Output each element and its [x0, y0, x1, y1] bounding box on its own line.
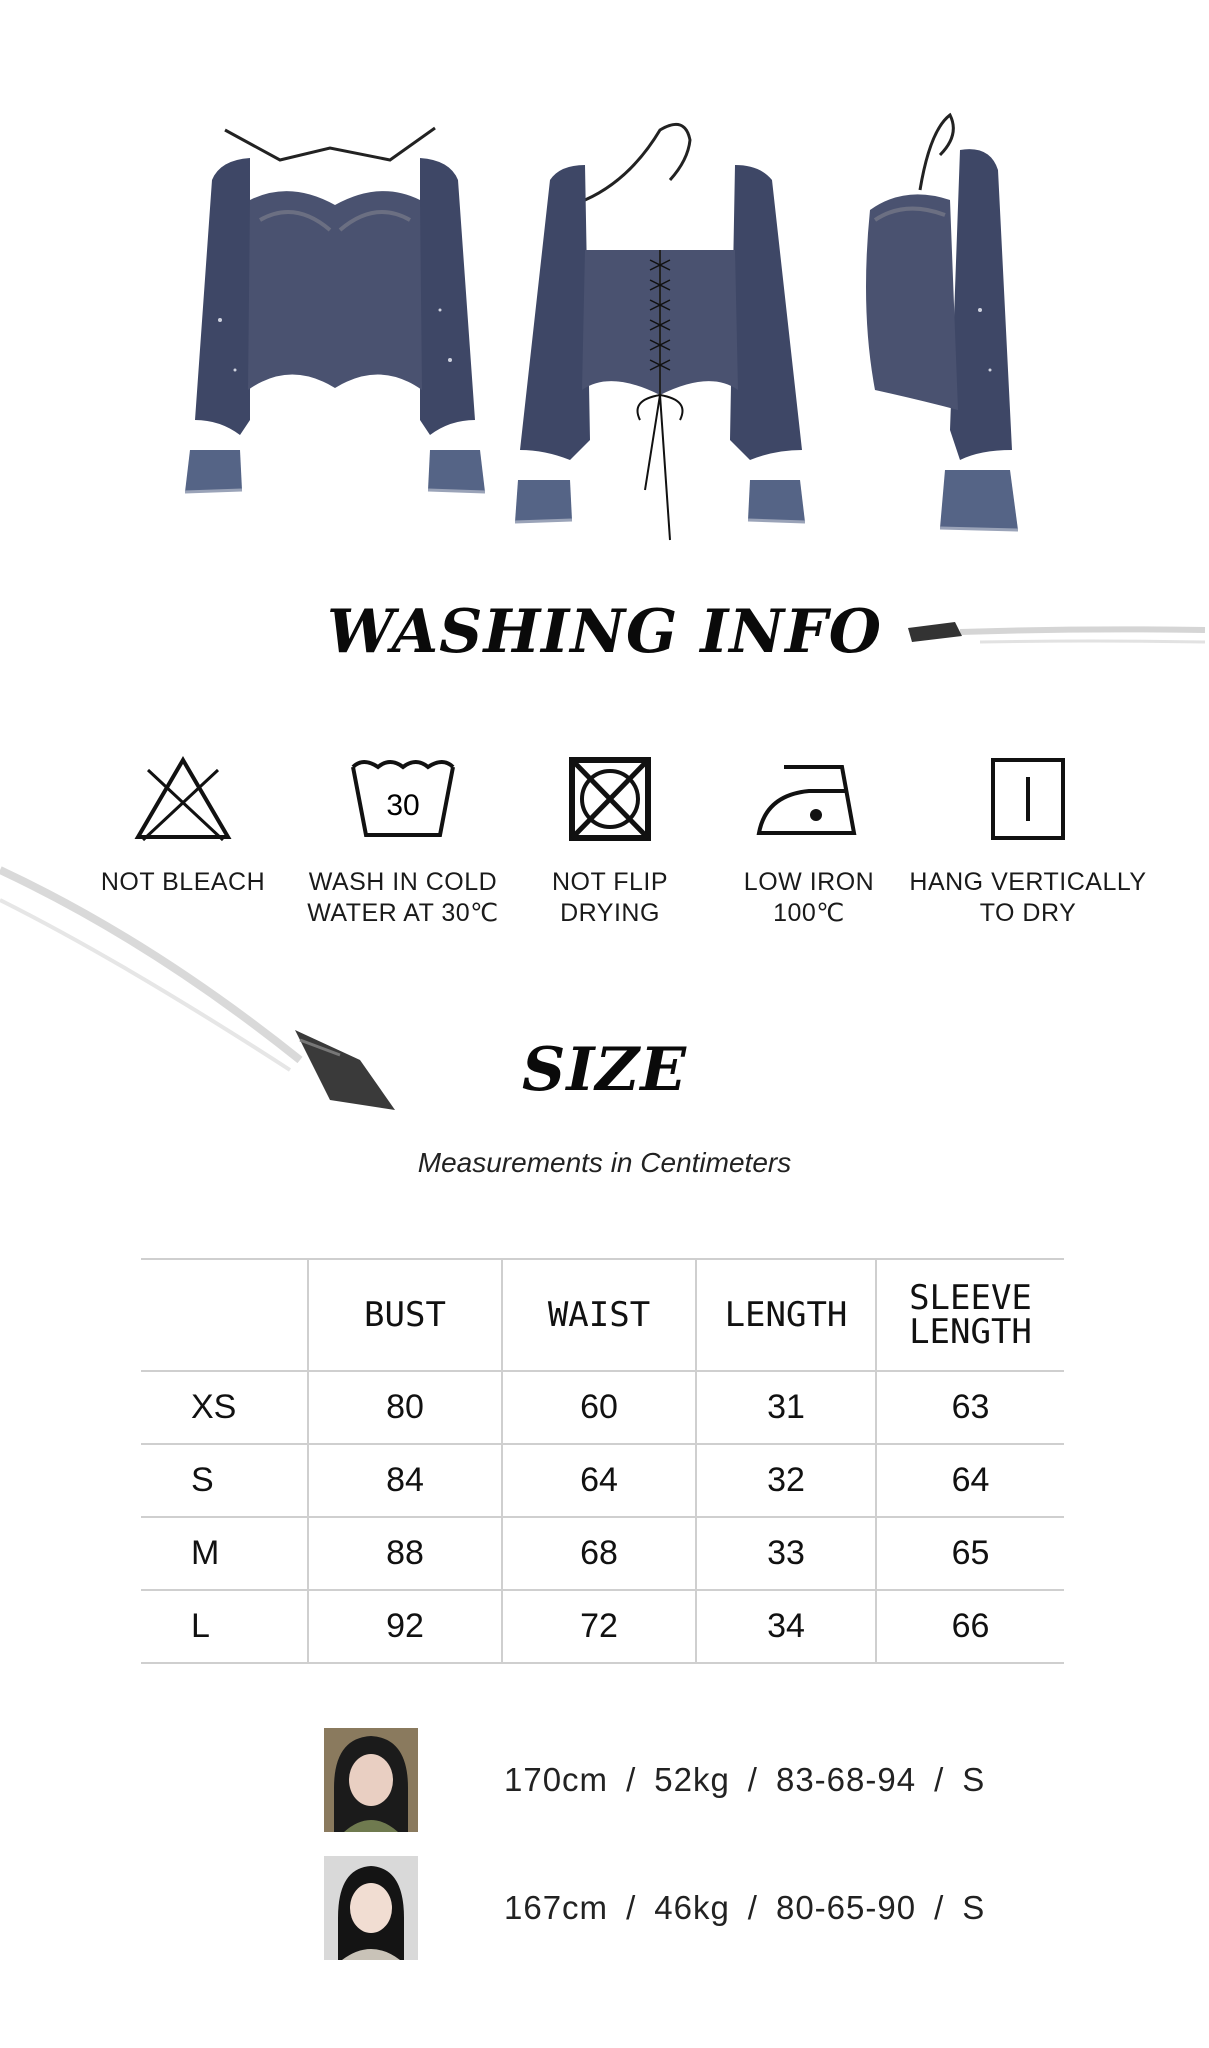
- care-label-line: 100℃: [773, 899, 845, 927]
- column-header-bust: BUST: [308, 1259, 502, 1371]
- care-label-line: TO DRY: [979, 899, 1077, 927]
- care-not-bleach: [63, 755, 303, 898]
- model-size: S: [962, 1761, 986, 1798]
- waist-cell: 72: [502, 1590, 696, 1663]
- table-row: [141, 1444, 1064, 1517]
- size-cell: S: [141, 1444, 308, 1517]
- size-cell: M: [141, 1517, 308, 1590]
- table-row: [141, 1590, 1064, 1663]
- model-measurements-1: [504, 1728, 985, 1832]
- separator: /: [747, 1761, 758, 1798]
- sleeve-cell: 64: [876, 1444, 1064, 1517]
- wash-temperature-badge: 30: [386, 789, 420, 822]
- care-wash-30: [283, 755, 523, 929]
- sleeve-cell: 66: [876, 1590, 1064, 1663]
- model-weight: 52kg: [654, 1761, 730, 1798]
- sleeve-header-line: LENGTH: [909, 1312, 1032, 1352]
- model-height: 167cm: [504, 1889, 609, 1926]
- not-bleach-icon: [128, 755, 238, 845]
- model-measurements-2: [504, 1856, 985, 1960]
- column-header-sleeve-length: [876, 1259, 1064, 1371]
- bust-cell: 84: [308, 1444, 502, 1517]
- bust-cell: 92: [308, 1590, 502, 1663]
- size-table: [141, 1258, 1064, 1664]
- size-title: SIZE: [522, 1035, 687, 1105]
- care-low-iron: [689, 755, 929, 929]
- separator: /: [934, 1889, 945, 1926]
- table-row: [141, 1371, 1064, 1444]
- bust-cell: 80: [308, 1371, 502, 1444]
- model-weight: 46kg: [654, 1889, 730, 1926]
- sleeve-cell: 65: [876, 1517, 1064, 1590]
- care-label-line: WASH IN COLD: [308, 868, 498, 896]
- care-label-line: NOT FLIP: [551, 868, 669, 896]
- hang-dry-icon: [973, 755, 1083, 845]
- separator: /: [626, 1889, 637, 1926]
- length-cell: 31: [696, 1371, 876, 1444]
- model-body-measurements: 80-65-90: [775, 1889, 917, 1926]
- wash-30-icon: [348, 755, 458, 845]
- column-header-length: LENGTH: [696, 1259, 876, 1371]
- separator: /: [934, 1761, 945, 1798]
- size-cell: XS: [141, 1371, 308, 1444]
- waist-cell: 60: [502, 1371, 696, 1444]
- garment-front-view: [180, 120, 490, 520]
- model-body-measurements: 83-68-94: [775, 1761, 917, 1798]
- garment-back-view: [510, 120, 810, 550]
- garment-side-view: [850, 110, 1020, 550]
- low-iron-icon: [754, 755, 864, 845]
- care-label-line: DRYING: [560, 899, 660, 927]
- model-avatar-1: [324, 1728, 418, 1832]
- waist-cell: 68: [502, 1517, 696, 1590]
- size-cell: L: [141, 1590, 308, 1663]
- waist-cell: 64: [502, 1444, 696, 1517]
- model-avatar-2: [324, 1856, 418, 1960]
- not-tumble-dry-icon: [555, 755, 665, 845]
- care-label-line: HANG VERTICALLY: [909, 868, 1147, 896]
- bust-cell: 88: [308, 1517, 502, 1590]
- model-height: 170cm: [504, 1761, 609, 1798]
- care-label-line: LOW IRON: [743, 868, 875, 896]
- size-subtitle: Measurements in Centimeters: [417, 1147, 792, 1178]
- length-cell: 32: [696, 1444, 876, 1517]
- sleeve-header-line: SLEEVE: [909, 1278, 1032, 1318]
- washing-info-title: WASHING INFO: [327, 597, 882, 667]
- care-label-line: WATER AT 30℃: [307, 899, 499, 927]
- column-header-waist: WAIST: [502, 1259, 696, 1371]
- care-label-line: NOT BLEACH: [100, 868, 266, 896]
- length-cell: 33: [696, 1517, 876, 1590]
- sleeve-cell: 63: [876, 1371, 1064, 1444]
- separator: /: [747, 1889, 758, 1926]
- model-size: S: [962, 1889, 986, 1926]
- table-header-row: [141, 1259, 1064, 1371]
- length-cell: 34: [696, 1590, 876, 1663]
- care-hang-dry: [903, 755, 1153, 929]
- column-header-size: [141, 1259, 308, 1371]
- table-row: [141, 1517, 1064, 1590]
- separator: /: [626, 1761, 637, 1798]
